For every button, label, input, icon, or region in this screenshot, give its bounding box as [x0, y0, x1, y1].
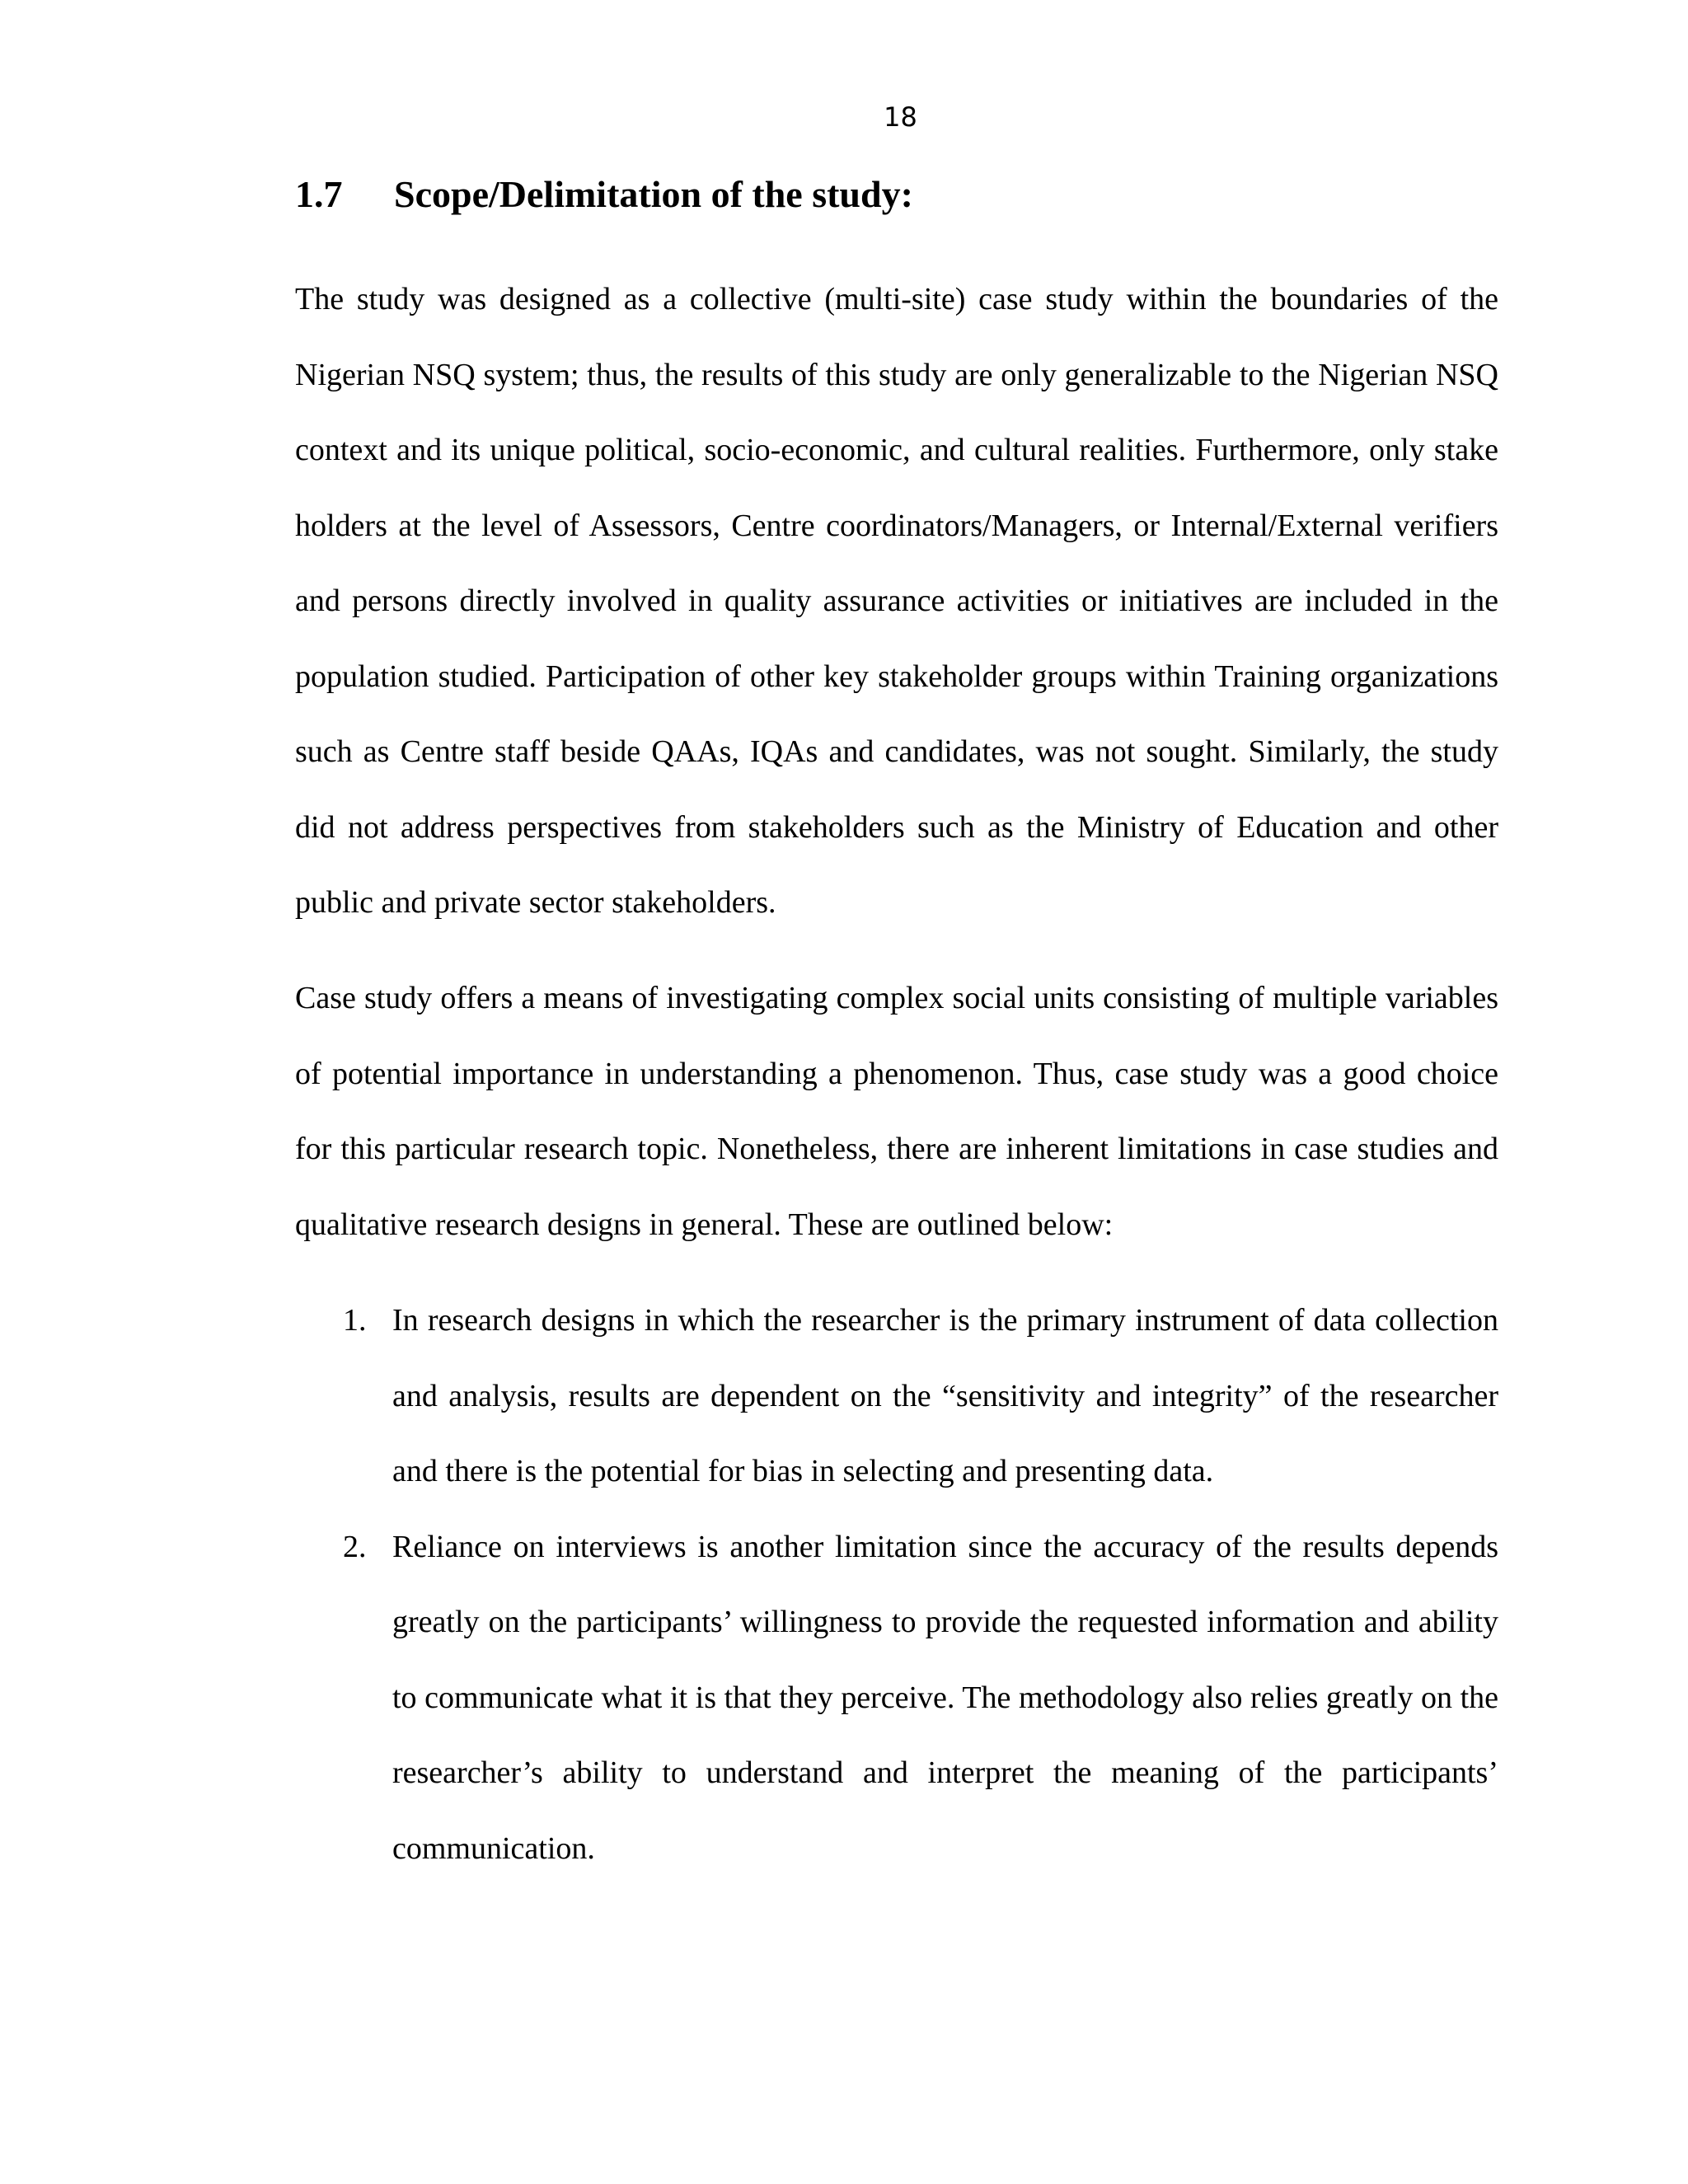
- limitations-list: [295, 1283, 1498, 1886]
- list-marker: 1.: [343, 1303, 367, 1338]
- paragraph-text: The study was designed as a collective (multi-site) case study within the boundaries of the Nigerian NSQ system; thus, the results of this study are only generalizable to the Nigerian NSQ context and its unique political, socio-economic, and cultural realities. Furthermore, only stake holders at the level of Assessors, Centre coordinators/Managers, or Internal/External verifiers and persons directly involved in quality assurance activities or initiatives are included in the population studied. Participation of other key stakeholder groups within Training organizations such as Centre staff beside QAAs, IQAs and candidates, was not sought. Similarly, the study did not address perspectives from stakeholders such as the Ministry of Education and other public and private sector stakeholders.: [295, 282, 1498, 920]
- scope-paragraph: [295, 262, 1498, 941]
- section-title: Scope/Delimitation of the study:: [394, 173, 913, 215]
- list-item-text: Reliance on interviews is another limitation since the accuracy of the results depends greatly on the participants’ willingness to provide the requested information and ability to communicate what it is that they perceive. The methodology also relies greatly on the researcher’s ability to understand and interpret the meaning of the participants’ communication.: [392, 1529, 1498, 1866]
- list-marker: 2.: [343, 1529, 367, 1564]
- list-item: [295, 1510, 1498, 1887]
- list-item: [295, 1283, 1498, 1510]
- paragraph-text: Case study offers a means of investigating complex social units consisting of multiple variables of potential importance in understanding a phenomenon. Thus, case study was a good choice for this particular research topic. Nonetheless, there are inherent limitations in case studies and qualitative research designs in general. These are outlined below:: [295, 981, 1498, 1242]
- section-number: 1.7: [295, 173, 343, 215]
- page-number: 18: [884, 101, 917, 133]
- list-item-text: In research designs in which the researcher is the primary instrument of data collection and analysis, results are dependent on the “sensitivity and integrity” of the researcher and there is the potential for bias in selecting and presenting data.: [392, 1303, 1498, 1488]
- case-study-paragraph: [295, 961, 1498, 1263]
- section-heading: [295, 169, 913, 220]
